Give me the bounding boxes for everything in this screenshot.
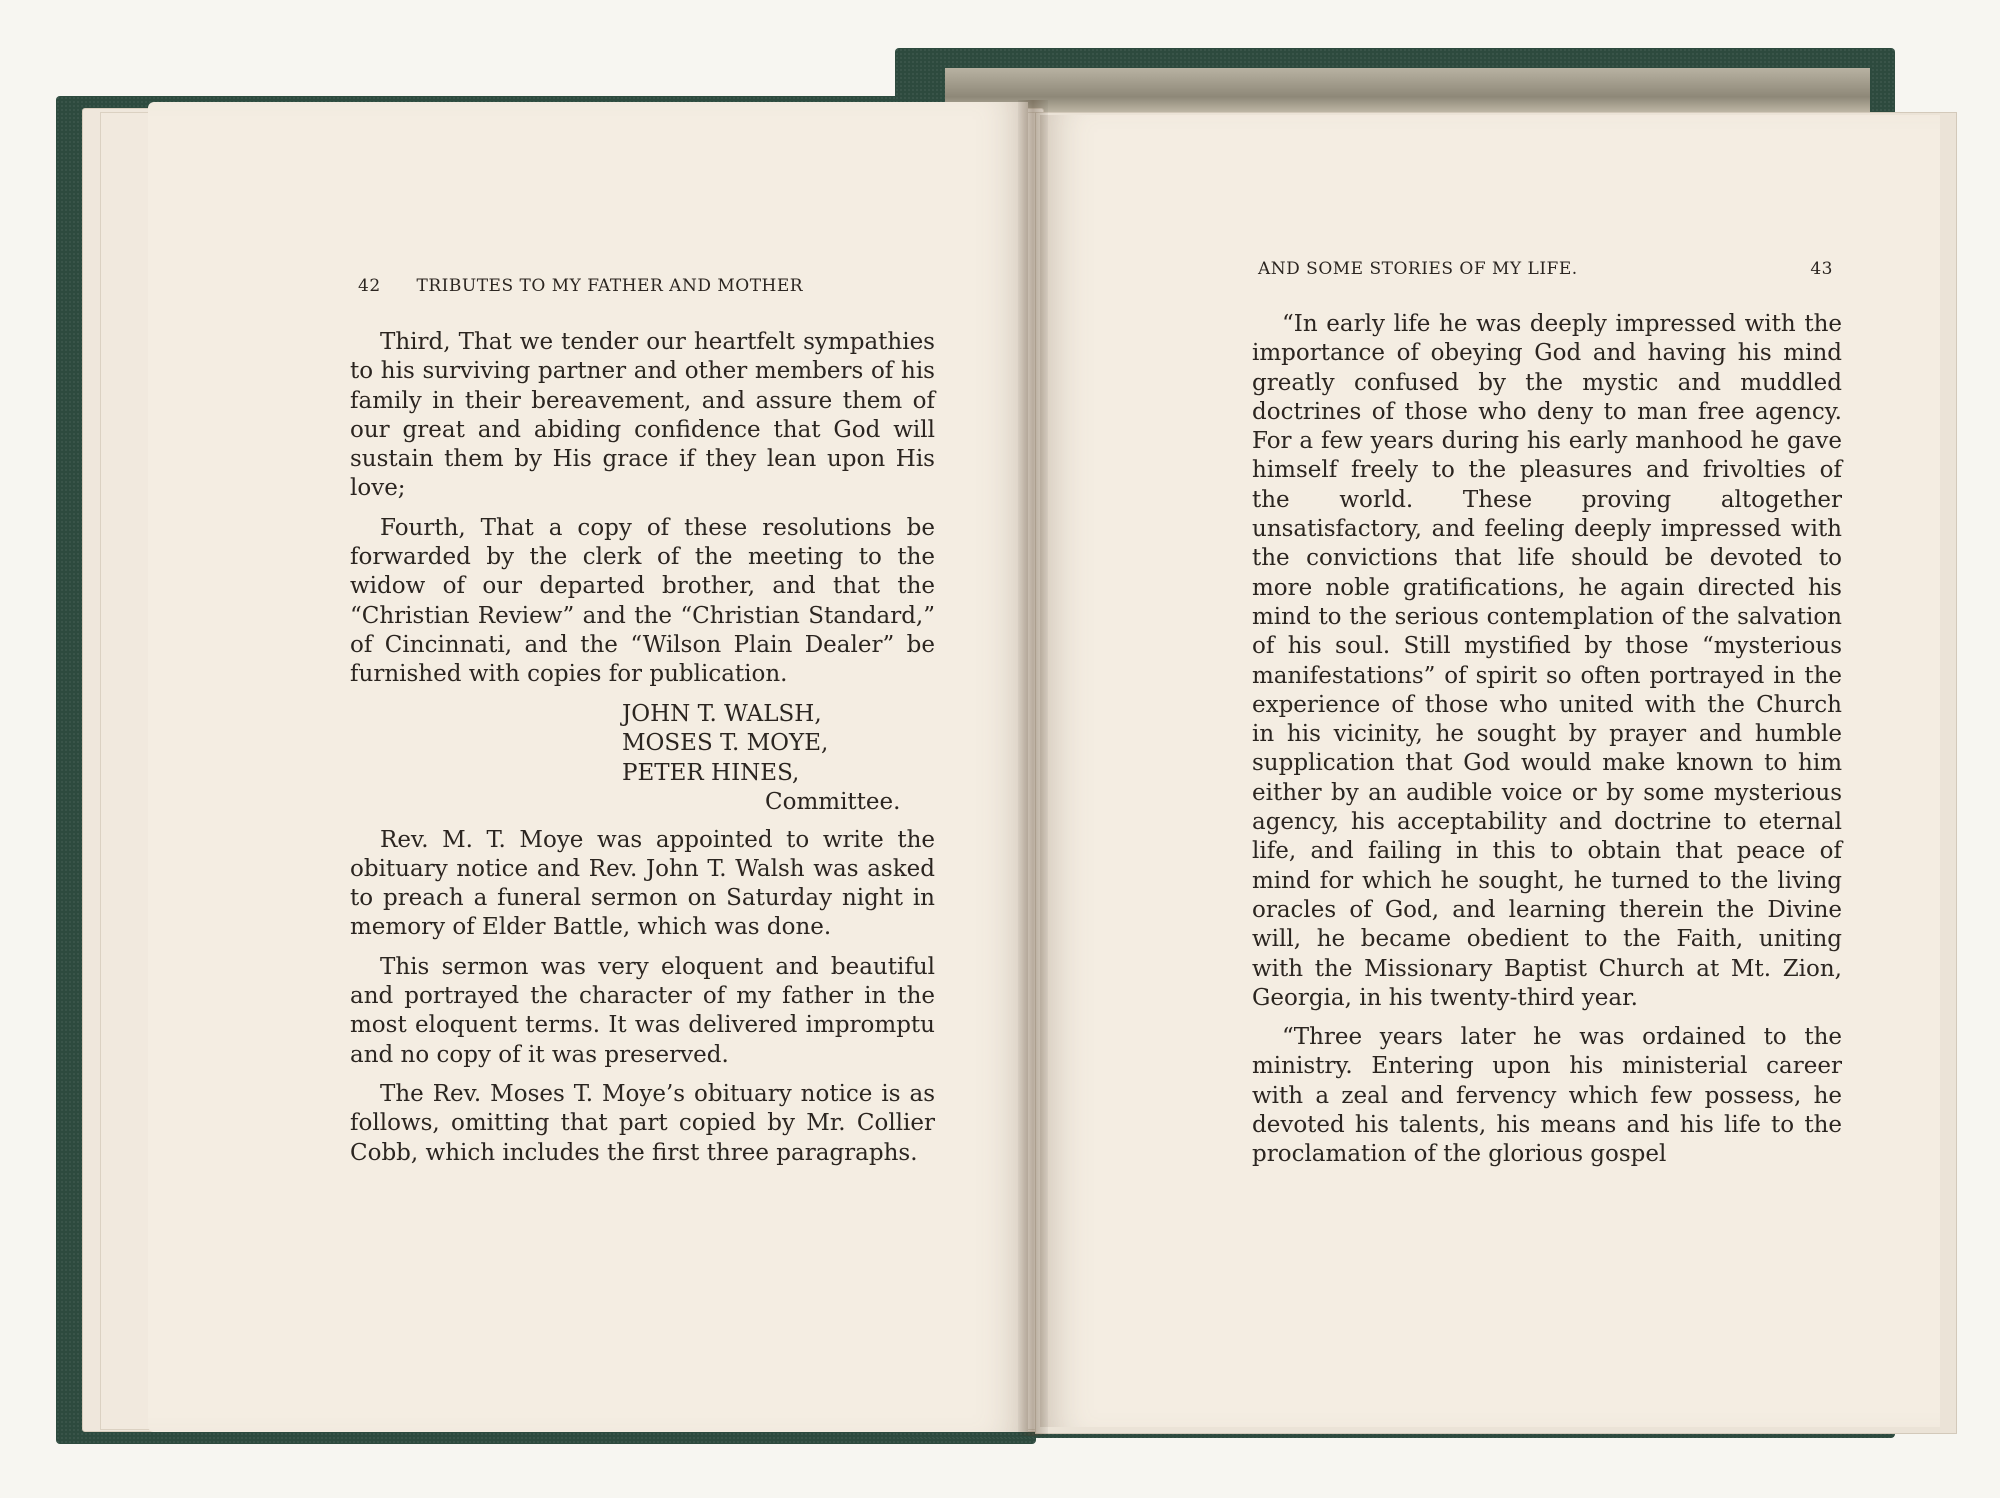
left-head-title: TRIBUTES TO MY FATHER AND MOTHER bbox=[416, 276, 804, 296]
paragraph: “In early life he was deeply impressed with the importance of obeying God and having his mind greatly confused by the mystic and muddled doctrines of those who deny to man free agency. For a few years during his early manhood he gave himself freely to the pleasures and frivolties of the world. These proving altogether unsatisfactory, and feeling deeply impressed with the convictions that life should be devoted to more noble gratifications, he again directed his mind to the serious contemplation of the salvation of his soul. Still mystified by those “mysterious manifestations” of spirit so often portrayed in the experience of those who united with the Church in his vicinity, he sought by prayer and humble supplication that God would make known to him either by an audible voice or by some mysterious agency, his acceptability and doctrine to eternal life, and failing in this to obtain that peace of mind for which he sought, he turned to the living oracles of God, and learning therein the Divine will, he became obedient to the Faith, uniting with the Missionary Baptist Church at Mt. Zion, Georgia, in his twenty-third year. bbox=[1252, 311, 1842, 1011]
left-body bbox=[350, 328, 935, 1178]
paragraph: This sermon was very eloquent and beautiful and portrayed the character of my father in the most eloquent terms. It was delivered impromptu and no copy of it was preserved. bbox=[350, 953, 935, 1068]
right-head-title: AND SOME STORIES OF MY LIFE. bbox=[1258, 259, 1578, 279]
committee-signatures bbox=[350, 700, 935, 818]
paragraph: Third, That we tender our heartfelt sympathies to his surviving partner and other members of his family in their bereavement, and assure them of our great and abiding confidence that God will sustain them by His grace if they lean upon His love; bbox=[350, 329, 935, 502]
signature-name: JOHN T. WALSH, bbox=[622, 700, 822, 727]
paragraph: “Three years later he was ordained to the ministry. Entering upon his ministerial career with a zeal and fervency which few possess, he devoted his talents, his means and his life to the proclamation of the glorious gospel bbox=[1252, 1024, 1842, 1168]
book-gutter bbox=[1018, 100, 1048, 1436]
right-running-head bbox=[1258, 259, 1833, 279]
left-page-number: 42 bbox=[358, 276, 381, 296]
paragraph: Rev. M. T. Moye was appointed to write the obituary notice and Rev. John T. Walsh was asked to preach a funeral sermon on Saturday night in memory of Elder Battle, which was done. bbox=[350, 826, 935, 941]
paragraph: The Rev. Moses T. Moye’s obituary notice is as follows, omitting that part copied by Mr. Collier Cobb, which includes the first three paragraphs. bbox=[350, 1080, 935, 1166]
right-body bbox=[1252, 310, 1842, 1180]
right-page-number: 43 bbox=[1810, 259, 1833, 279]
signature-name: MOSES T. MOYE, bbox=[622, 730, 829, 757]
page-block-top-edge bbox=[945, 68, 1870, 116]
committee-label: Committee. bbox=[765, 789, 901, 816]
signature-name: PETER HINES, bbox=[622, 759, 800, 786]
right-page bbox=[1040, 115, 1940, 1427]
paragraph: Fourth, That a copy of these resolutions be forwarded by the clerk of the meeting to the widow of our departed brother, and that the “Christian Review” and the “Christian Standard,” of Cincinnati, and the “Wilson Plain Dealer” be furnished with copies for publication. bbox=[350, 514, 935, 688]
left-running-head bbox=[358, 276, 978, 296]
left-page bbox=[148, 102, 1028, 1432]
